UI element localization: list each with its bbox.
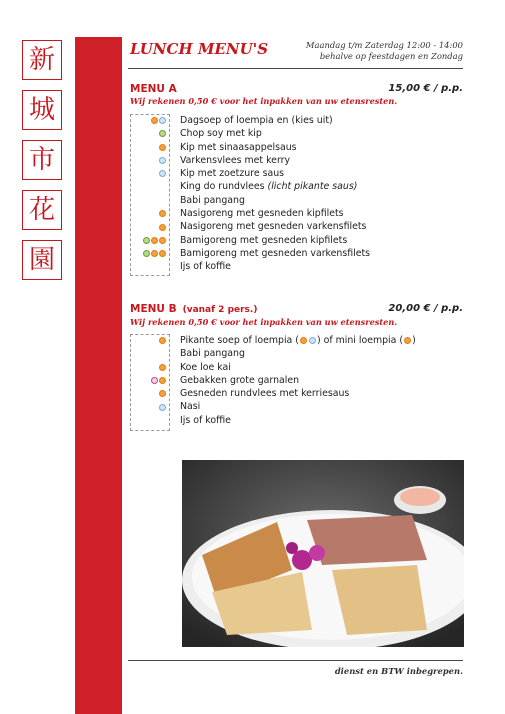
logo-character: 園 — [22, 240, 62, 280]
food-photo-illustration — [182, 460, 464, 647]
mild-icon — [159, 117, 166, 124]
menu-item-text — [180, 247, 370, 260]
mild-icon — [159, 170, 166, 177]
menu-item-icons — [134, 414, 166, 427]
menu-item-icons — [134, 387, 166, 400]
hours-line: Maandag t/m Zaterdag 12:00 - 14:00 — [305, 40, 463, 50]
menu-b-subtitle: (vanaf 2 pers.) — [182, 305, 258, 315]
menu-item-icons — [134, 247, 166, 260]
menu-item-text-part: Ijs of koffie — [180, 414, 231, 426]
menu-item-text-part: Gesneden rundvlees met kerriesaus — [180, 388, 350, 400]
menu-item-text-part: Varkensvlees met kerry — [180, 154, 291, 166]
menu-item-text-part: Koe loe kai — [180, 361, 231, 373]
menu-item-icons — [134, 260, 166, 273]
menu-item-text-part: Nasigoreng met gesneden varkensfilets — [180, 221, 367, 233]
menu-item-icons — [134, 114, 166, 127]
menu-item-icons — [134, 180, 166, 193]
spicy-icon — [159, 337, 166, 344]
spicy-icon — [159, 210, 166, 217]
menu-item-text — [180, 207, 344, 220]
red-side-bar — [75, 37, 122, 714]
food-photo — [182, 460, 464, 647]
menu-item-text-part: Bamigoreng met gesneden kipfilets — [180, 234, 348, 246]
menu-b-price — [388, 303, 463, 314]
spicy-icon — [404, 337, 411, 344]
menu-item-icons — [134, 141, 166, 154]
vegetable-icon — [143, 237, 150, 244]
menu-item-text — [180, 361, 231, 374]
menu-item-text — [180, 167, 284, 180]
menu-item-text-part: Nasigoreng met gesneden kipfilets — [180, 208, 344, 220]
menu-item-text-part: Babi pangang — [180, 348, 245, 360]
menu-item-icons — [134, 154, 166, 167]
menu-b-note: Wij rekenen 0,50 € voor het inpakken van uw etensresten. — [130, 317, 398, 327]
menu-item-text — [180, 347, 245, 360]
menu-b-title — [130, 303, 257, 315]
menu-item-icons — [134, 374, 166, 387]
vegetarian-icon — [151, 377, 158, 384]
menu-item-text — [180, 387, 349, 400]
menu-item-text-part: ) of mini loempia ( — [316, 335, 404, 346]
menu-item-text-part: Nasi — [180, 401, 201, 413]
footer-note: dienst en BTW inbegrepen. — [334, 666, 463, 676]
menu-item-remark: (licht pikante saus) — [267, 181, 358, 193]
logo-character: 花 — [22, 190, 62, 230]
menu-item-text-part: Kip met zoetzure saus — [180, 168, 285, 180]
menu-item-text — [180, 234, 347, 247]
menu-item-text-part: Dagsoep of loempia en (kies uit) — [180, 115, 333, 126]
spicy-icon — [151, 117, 158, 124]
menu-a-note: Wij rekenen 0,50 € voor het inpakken van uw etensresten. — [130, 96, 398, 106]
menu-b-title-text: MENU B — [130, 303, 177, 315]
menu-item-text — [180, 334, 416, 347]
menu-item-icons — [134, 207, 166, 220]
menu-item-icons — [134, 347, 166, 360]
menu-item-text — [180, 141, 297, 154]
spicy-icon — [300, 337, 307, 344]
menu-item-text — [180, 220, 366, 233]
menu-item-icons — [134, 400, 166, 413]
menu-b-price-text: 20,00 € / p.p. — [388, 303, 463, 314]
menu-item-text — [180, 180, 357, 193]
menu-item-text — [180, 127, 262, 140]
menu-item-icons — [134, 220, 166, 233]
spicy-icon — [159, 237, 166, 244]
logo-character: 新 — [22, 40, 62, 80]
spicy-icon — [151, 237, 158, 244]
menu-item-text — [180, 260, 231, 273]
menu-item-text — [180, 414, 231, 427]
spicy-icon — [159, 364, 166, 371]
menu-item-text — [180, 400, 200, 413]
menu-item-icons — [134, 234, 166, 247]
spicy-icon — [159, 390, 166, 397]
chinese-name-column — [22, 40, 66, 290]
spicy-icon — [151, 250, 158, 257]
menu-item-text — [180, 154, 290, 167]
menu-item-icons — [134, 127, 166, 140]
menu-item-icons — [134, 167, 166, 180]
vegetable-icon — [159, 130, 166, 137]
menu-item-text-part: Bamigoreng met gesneden varkensfilets — [180, 247, 371, 259]
spicy-icon — [159, 377, 166, 384]
menu-a-title-text: MENU A — [130, 83, 177, 95]
logo-character: 市 — [22, 140, 62, 180]
opening-hours — [306, 40, 463, 62]
mild-icon — [309, 337, 316, 344]
menu-item-text — [180, 194, 245, 207]
menu-item-text-part: Ijs of koffie — [180, 261, 231, 273]
hours-line: behalve op feestdagen en Zondag — [319, 51, 463, 61]
menu-item-text-part: Gebakken grote garnalen — [180, 374, 300, 386]
logo-character: 城 — [22, 90, 62, 130]
spicy-icon — [159, 224, 166, 231]
header-divider — [128, 68, 463, 69]
menu-item-text — [180, 114, 333, 127]
page-title: LUNCH MENU'S — [130, 40, 269, 58]
menu-item-text-part: Kip met sinaasappelsaus — [180, 141, 297, 153]
menu-item-text-part: Chop soy met kip — [180, 128, 262, 140]
spicy-icon — [159, 250, 166, 257]
menu-item-icons — [134, 334, 166, 347]
footer-divider — [128, 660, 463, 661]
spicy-icon — [159, 144, 166, 151]
vegetable-icon — [143, 250, 150, 257]
menu-item-icons — [134, 194, 166, 207]
menu-item-text — [180, 374, 299, 387]
menu-item-text-part: Pikante soep of loempia ( — [180, 335, 299, 346]
menu-a-price — [388, 83, 463, 94]
menu-item-icons — [134, 361, 166, 374]
menu-item-text-part: Babi pangang — [180, 194, 245, 206]
mild-icon — [159, 157, 166, 164]
menu-item-text-part: King do rundvlees — [180, 181, 268, 193]
menu-a-price-text: 15,00 € / p.p. — [388, 83, 463, 94]
mild-icon — [159, 404, 166, 411]
menu-item-text-part: ) — [412, 335, 416, 346]
menu-a-title — [130, 83, 177, 95]
